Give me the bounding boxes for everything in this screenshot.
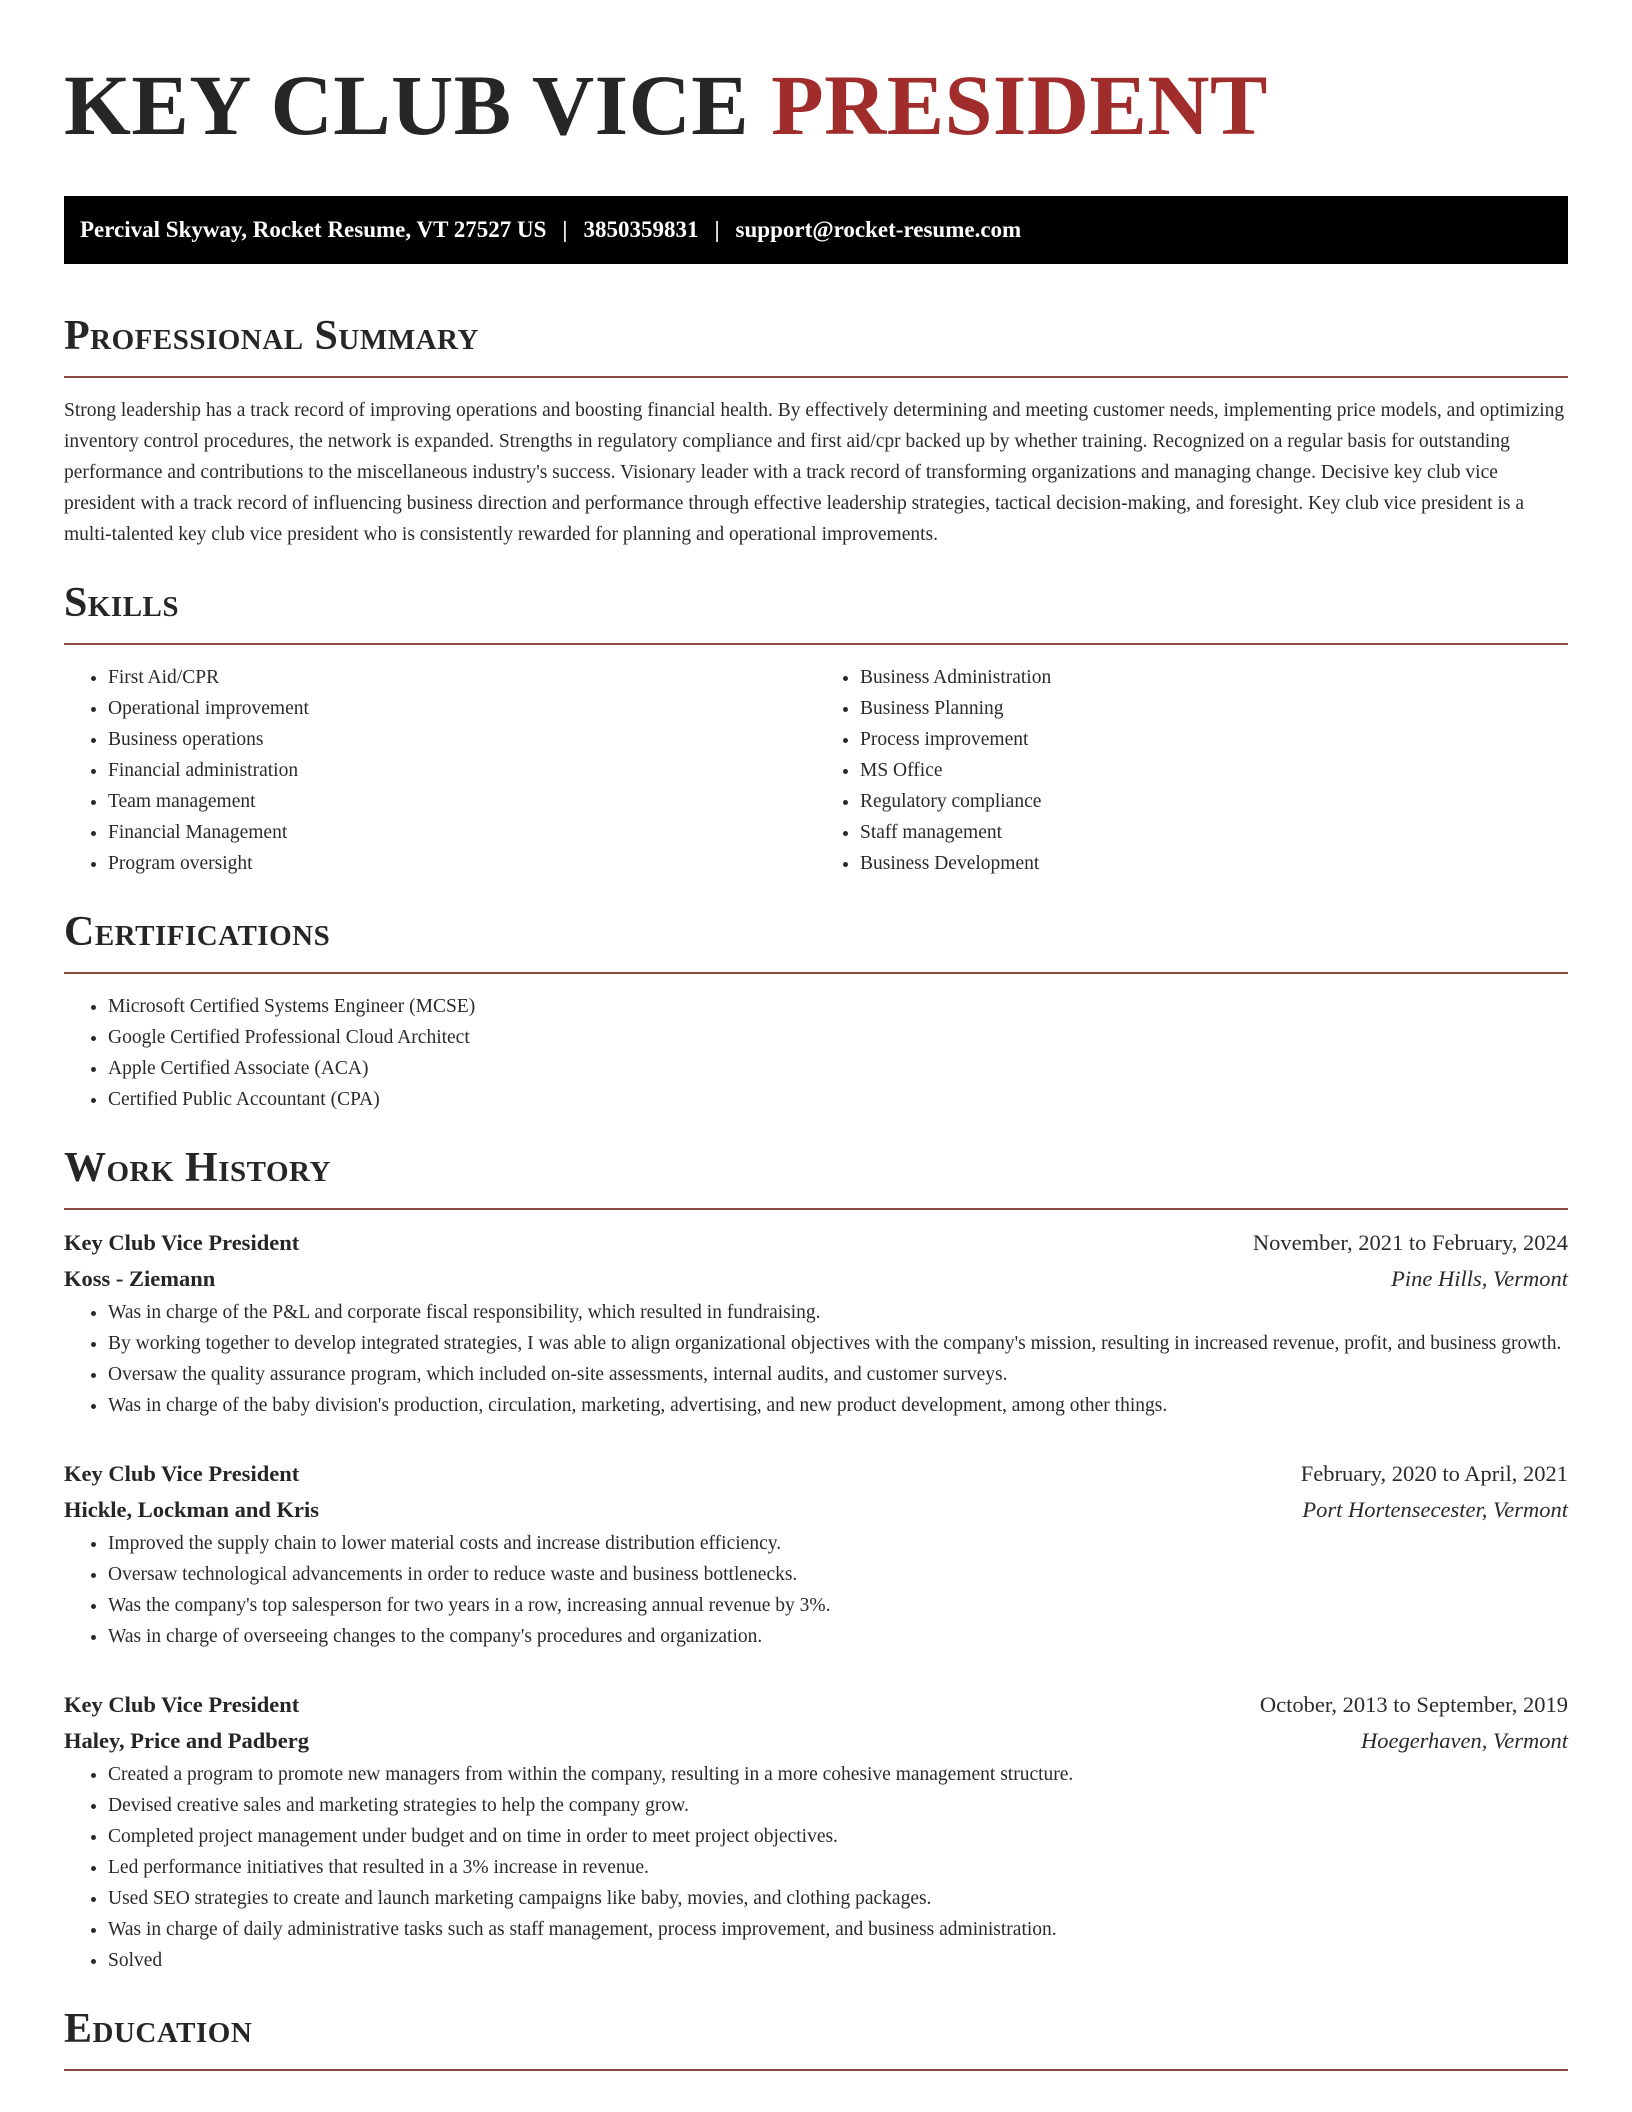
skill-item: • MS Office xyxy=(860,755,1568,786)
contact-address: Percival Skyway, Rocket Resume, VT 27527 US xyxy=(80,217,547,242)
job-location: Hoegerhaven, Vermont xyxy=(1360,1728,1568,1753)
job-bullet: • Was in charge of the baby division's production, circulation, marketing, advertising, and new product development, among other things. xyxy=(108,1390,1568,1421)
job-bullet: • By working together to develop integrated strategies, I was able to align organizational objectives with the company's mission, resulting in increased revenue, profit, and business growth. xyxy=(108,1328,1568,1359)
contact-email: support@rocket-resume.com xyxy=(735,217,1022,242)
skill-item: • Business Administration xyxy=(860,662,1568,693)
skill-item: • Process improvement xyxy=(860,724,1568,755)
job-subheader xyxy=(64,1492,1568,1528)
skills-heading: Skills xyxy=(64,580,180,626)
job-company: Haley, Price and Padberg xyxy=(64,1728,309,1753)
job-header xyxy=(64,1687,1568,1723)
skill-item: • Business Planning xyxy=(860,693,1568,724)
contact-separator: | xyxy=(562,217,568,242)
section-divider xyxy=(64,2069,1568,2071)
resume-page xyxy=(64,0,1568,2071)
skill-item: • Team management xyxy=(108,786,816,817)
skill-item: • Business operations xyxy=(108,724,816,755)
skills-columns xyxy=(64,662,1568,879)
resume-name xyxy=(64,55,1568,155)
job-bullet: • Created a program to promote new managers from within the company, resulting in a more cohesive management structure. xyxy=(108,1759,1568,1790)
job-header xyxy=(64,1225,1568,1261)
job-entry xyxy=(64,1456,1568,1652)
skills-list-left xyxy=(64,662,816,879)
skill-item: • Financial Management xyxy=(108,817,816,848)
job-bullet: • Was the company's top salesperson for two years in a row, increasing annual revenue by 3%. xyxy=(108,1590,1568,1621)
job-bullet: • Led performance initiatives that resulted in a 3% increase in revenue. xyxy=(108,1852,1568,1883)
education-section xyxy=(64,2003,1568,2071)
job-company: Koss - Ziemann xyxy=(64,1266,216,1291)
section-divider xyxy=(64,643,1568,645)
job-bullet: • Was in charge of overseeing changes to the company's procedures and organization. xyxy=(108,1621,1568,1652)
job-dates: October, 2013 to September, 2019 xyxy=(1259,1692,1568,1717)
section-divider xyxy=(64,972,1568,974)
summary-heading: Professional Summary xyxy=(64,313,479,359)
job-bullet: • Oversaw the quality assurance program, which included on-site assessments, internal audits, and customer surveys. xyxy=(108,1359,1568,1390)
skill-item: • Regulatory compliance xyxy=(860,786,1568,817)
job-bullet: • Devised creative sales and marketing strategies to help the company grow. xyxy=(108,1790,1568,1821)
job-bullet: • Was in charge of the P&L and corporate fiscal responsibility, which resulted in fundraising. xyxy=(108,1297,1568,1328)
contact-separator: | xyxy=(714,217,720,242)
contact-bar xyxy=(64,196,1568,264)
job-bullet: • Oversaw technological advancements in order to reduce waste and business bottlenecks. xyxy=(108,1559,1568,1590)
skills-section xyxy=(64,577,1568,879)
skills-list-right xyxy=(816,662,1568,879)
certification-item: • Apple Certified Associate (ACA) xyxy=(108,1053,1568,1084)
job-title: Key Club Vice President xyxy=(64,1461,300,1486)
job-bullet: • Was in charge of daily administrative tasks such as staff management, process improvement, and business administration. xyxy=(108,1914,1568,1945)
job-location: Pine Hills, Vermont xyxy=(1391,1266,1568,1291)
certification-item: • Google Certified Professional Cloud Architect xyxy=(108,1022,1568,1053)
job-location: Port Hortensecester, Vermont xyxy=(1302,1497,1568,1522)
summary-text: Strong leadership has a track record of improving operations and boosting financial health. By effectively determining and meeting customer needs, implementing price models, and optimizing inventory control procedures, the network is expanded. Strengths in regulatory compliance and first aid/cpr backed up by whether training. Recognized on a regular basis for outstanding performance and contributions to the miscellaneous industry's success. Visionary leader with a track record of transforming organizations and managing change. Decisive key club vice president with a track record of influencing business direction and performance through effective leadership strategies, tactical decision-making, and foresight. Key club vice president is a multi-talented key club vice president who is consistently rewarded for planning and operational improvements. xyxy=(64,400,1565,545)
section-divider xyxy=(64,1208,1568,1210)
job-bullets xyxy=(64,1297,1568,1421)
work-history-section xyxy=(64,1142,1568,1976)
job-bullets xyxy=(64,1759,1568,1976)
skill-item: • Program oversight xyxy=(108,848,816,879)
job-header xyxy=(64,1456,1568,1492)
job-entry xyxy=(64,1687,1568,1976)
job-bullet: • Improved the supply chain to lower material costs and increase distribution efficiency. xyxy=(108,1528,1568,1559)
job-entry xyxy=(64,1225,1568,1421)
education-heading: Education xyxy=(64,2006,253,2052)
contact-phone: 3850359831 xyxy=(583,217,699,242)
certification-item: • Certified Public Accountant (CPA) xyxy=(108,1084,1568,1115)
name-first: KEY CLUB VICE xyxy=(64,57,750,153)
section-divider xyxy=(64,376,1568,378)
skill-item: • Staff management xyxy=(860,817,1568,848)
certifications-heading: Certifications xyxy=(64,909,331,955)
job-subheader xyxy=(64,1261,1568,1297)
skill-item: • Operational improvement xyxy=(108,693,816,724)
certification-item: • Microsoft Certified Systems Engineer (MCSE) xyxy=(108,991,1568,1022)
certifications-section xyxy=(64,906,1568,1115)
job-bullet: • Used SEO strategies to create and launch marketing campaigns like baby, movies, and clothing packages. xyxy=(108,1883,1568,1914)
job-title: Key Club Vice President xyxy=(64,1692,300,1717)
certifications-list xyxy=(64,991,1568,1115)
work-history-heading: Work History xyxy=(64,1145,331,1191)
name-last: PRESIDENT xyxy=(771,57,1268,153)
job-company: Hickle, Lockman and Kris xyxy=(64,1497,320,1522)
job-bullet: • Completed project management under budget and on time in order to meet project objectives. xyxy=(108,1821,1568,1852)
job-bullet: • Solved xyxy=(108,1945,1568,1976)
job-subheader xyxy=(64,1723,1568,1759)
skill-item: • First Aid/CPR xyxy=(108,662,816,693)
job-bullets xyxy=(64,1528,1568,1652)
skill-item: • Business Development xyxy=(860,848,1568,879)
job-title: Key Club Vice President xyxy=(64,1230,300,1255)
job-dates: February, 2020 to April, 2021 xyxy=(1300,1461,1568,1486)
job-dates: November, 2021 to February, 2024 xyxy=(1252,1230,1568,1255)
skill-item: • Financial administration xyxy=(108,755,816,786)
summary-section xyxy=(64,310,1568,550)
